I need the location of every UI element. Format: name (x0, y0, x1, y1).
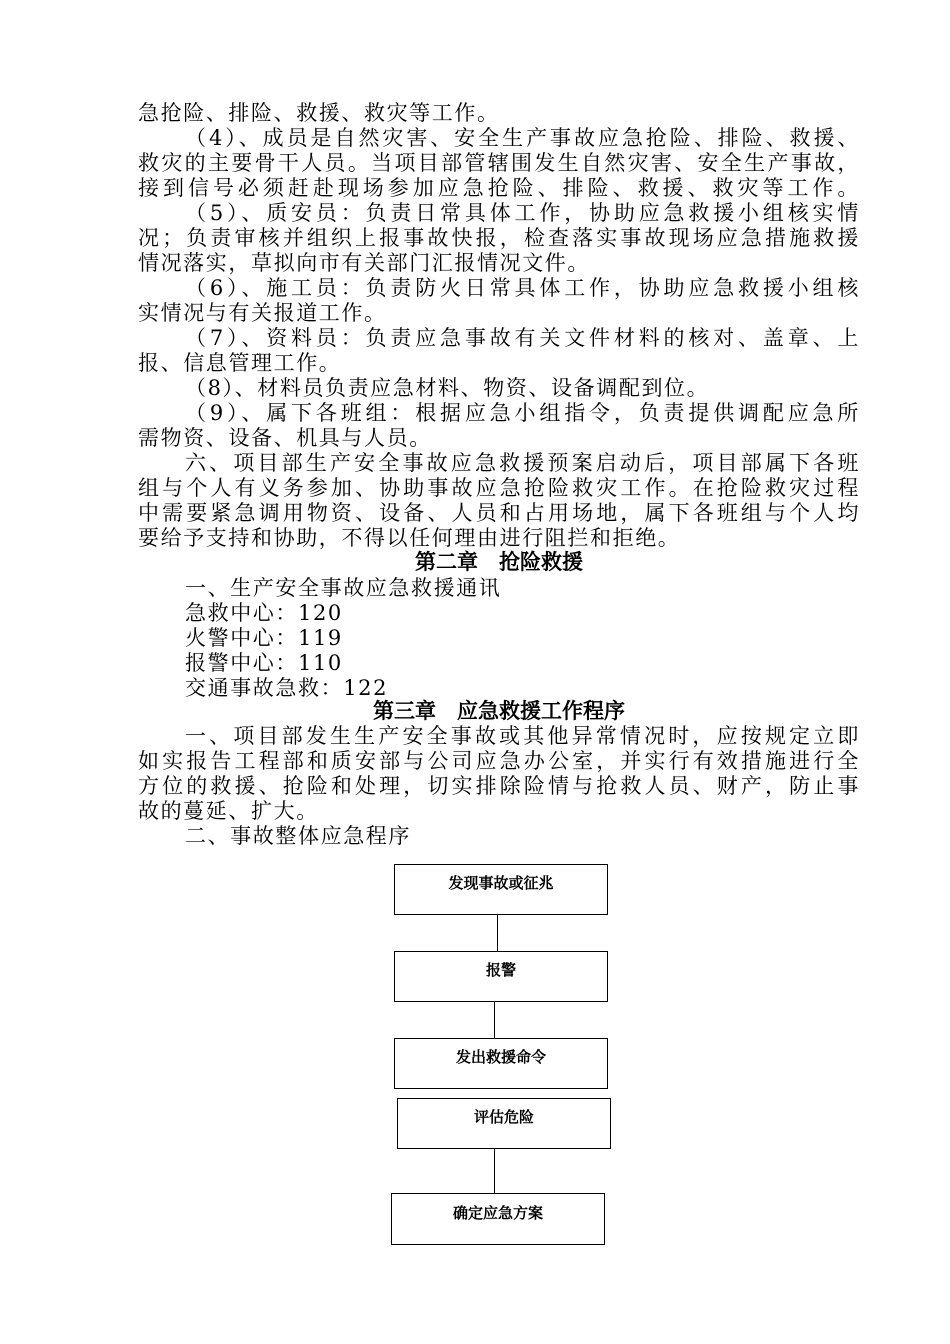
flow-connector (494, 1148, 495, 1194)
body-line: （8）、材料员负责应急材料、物资、设备调配到位。 (185, 376, 710, 400)
flow-step-plan: 确定应急方案 (391, 1193, 605, 1245)
body-line: 六、项目部生产安全事故应急救援预案启动后，项目部属下各班 (185, 451, 860, 475)
flow-step-alarm: 报警 (394, 951, 608, 1002)
body-line: 方位的救援、抢险和处理，切实排除险情与抢救人员、财产，防止事 (138, 774, 860, 798)
body-line: （5）、质安员：负责日常具体工作，协助应急救援小组核实情 (185, 201, 860, 225)
body-line: 报、信息管理工作。 (138, 351, 342, 375)
body-line: 需物资、设备、机具与人员。 (138, 426, 432, 450)
body-line: 中需要紧急调用物资、设备、人员和占用场地，属下各班组与个人均 (138, 501, 860, 525)
body-line: 组与个人有义务参加、协助事故应急抢险救灾工作。在抢险救灾过程 (138, 476, 860, 500)
body-line: 急抢险、排险、救援、救灾等工作。 (138, 101, 500, 125)
chapter-3-subtitle: 二、事故整体应急程序 (185, 824, 411, 848)
body-line: （6）、施工员：负责防火日常具体工作，协助应急救援小组核 (185, 276, 860, 300)
body-line: 救灾的主要骨干人员。当项目部管辖围发生自然灾害、安全生产事故， (138, 151, 860, 175)
flow-step-assess: 评估危险 (397, 1098, 611, 1149)
flow-step-command: 发出救援命令 (394, 1038, 608, 1089)
flow-step-discover: 发现事故或征兆 (394, 864, 608, 915)
body-line: 况；负责审核并组织上报事故快报，检查落实事故现场应急措施救援 (138, 226, 860, 250)
body-line: （4）、成员是自然灾害、安全生产事故应急抢险、排险、救援、 (185, 126, 860, 150)
body-line: 一、项目部发生生产安全事故或其他异常情况时，应按规定立即 (185, 724, 860, 748)
body-line: 情况落实，草拟向市有关部门汇报情况文件。 (138, 251, 590, 275)
contact-line: 报警中心：110 (185, 651, 343, 675)
chapter-2-subtitle: 一、生产安全事故应急救援通讯 (185, 576, 502, 600)
contact-line: 火警中心：119 (185, 626, 343, 650)
body-line: 要给予支持和协助，不得以任何理由进行阻拦和拒绝。 (138, 526, 681, 550)
body-line: （9）、属下各班组：根据应急小组指令，负责提供调配应急所 (185, 401, 860, 425)
body-line: 接到信号必须赶赴现场参加应急抢险、排险、救援、救灾等工作。 (138, 176, 860, 200)
contact-line: 交通事故急救：122 (185, 676, 389, 700)
flow-connector (497, 914, 498, 952)
body-line: 如实报告工程部和质安部与公司应急办公室，并实行有效措施进行全 (138, 749, 860, 773)
flow-connector (494, 1002, 495, 1040)
body-line: 实情况与有关报道工作。 (138, 301, 387, 325)
body-line: 故的蔓延、扩大。 (138, 799, 319, 823)
contact-line: 急救中心：120 (185, 601, 343, 625)
chapter-2-title: 第二章 抢险救援 (415, 550, 583, 574)
body-line: （7）、资料员：负责应急事故有关文件材料的核对、盖章、上 (185, 326, 860, 350)
chapter-3-title: 第三章 应急救援工作程序 (373, 699, 625, 723)
